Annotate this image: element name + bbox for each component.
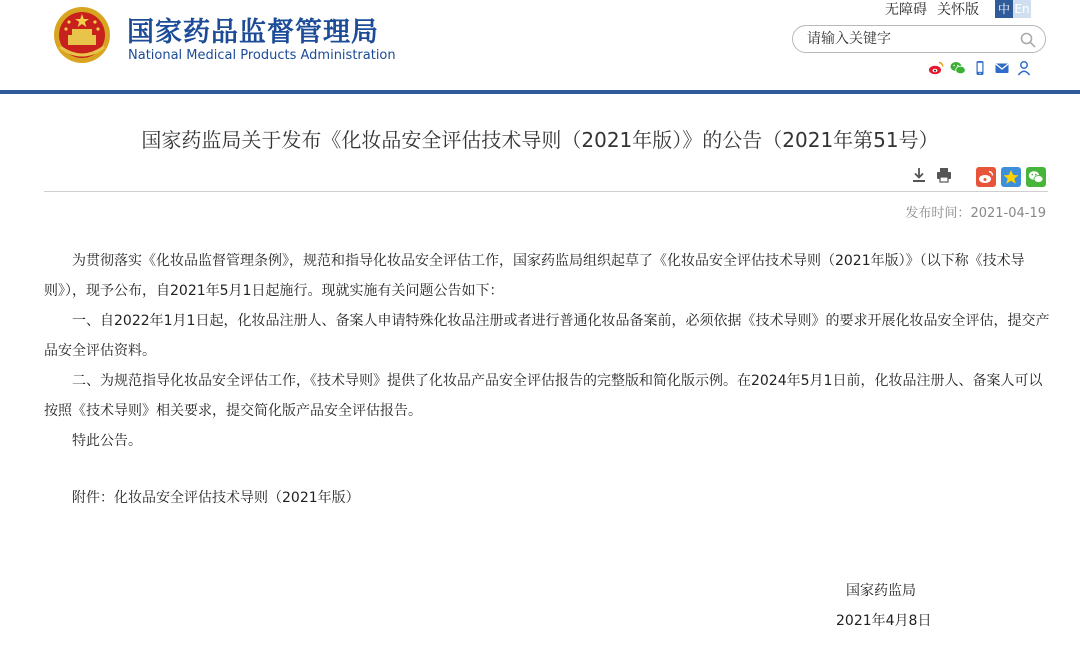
search-input[interactable] (807, 29, 1007, 49)
paragraph-closing: 特此公告。 (72, 433, 142, 449)
top-links (885, 0, 1031, 18)
signature-org: 国家药监局 (846, 583, 916, 599)
signature-date: 2021年4月8日 (836, 613, 932, 629)
accessibility-link[interactable]: 无障碍 (885, 2, 927, 18)
article-title: 国家药监局关于发布《化妆品安全评估技术导则（2021年版）》的公告（2021年第51号） (141, 128, 939, 152)
print-icon[interactable] (935, 166, 953, 184)
lang-en-button[interactable]: En (1014, 2, 1030, 16)
user-icon[interactable] (1016, 60, 1032, 76)
search-icon[interactable] (1019, 31, 1037, 49)
share-qzone-icon[interactable] (1001, 167, 1021, 187)
share-weibo-icon[interactable] (976, 167, 996, 187)
article-tools (910, 166, 960, 184)
social-links (928, 60, 1038, 76)
title-divider (44, 191, 1048, 192)
search-box (792, 25, 1046, 53)
share-buttons (976, 167, 1051, 187)
share-wechat-icon[interactable] (1026, 167, 1046, 187)
site-name-cn[interactable]: 国家药品监督管理局 (127, 17, 379, 48)
article-body (44, 246, 1050, 456)
national-emblem-icon (52, 5, 112, 65)
paragraph-intro: 为贯彻落实《化妆品监督管理条例》，规范和指导化妆品安全评估工作，国家药监局组织起草了《化妆品安全评估技术导则（2021年版）》（以下称《技术导则》），现予公布，自2021年5月1日起施行。现就实施有关问题公告如下： (44, 253, 1025, 299)
publish-date: 2021-04-19 (970, 206, 1046, 221)
publish-label: 发布时间： (905, 206, 971, 221)
mail-icon[interactable] (994, 60, 1010, 76)
site-header (0, 0, 1080, 92)
care-mode-link[interactable]: 关怀版 (937, 2, 979, 18)
language-switch (995, 0, 1031, 18)
attachment-link[interactable]: 附件：化妆品安全评估技术导则（2021年版） (72, 490, 360, 506)
weibo-icon[interactable] (928, 60, 944, 76)
wechat-icon[interactable] (950, 60, 966, 76)
mobile-icon[interactable] (972, 60, 988, 76)
download-icon[interactable] (910, 166, 928, 184)
header-divider (0, 90, 1080, 94)
publish-time (905, 202, 1046, 221)
paragraph-item-2: 二、为规范指导化妆品安全评估工作，《技术导则》提供了化妆品产品安全评估报告的完整版和简化版示例。在2024年5月1日前，化妆品注册人、备案人可以按照《技术导则》相关要求，提交简化版产品安全评估报告。 (44, 373, 1043, 419)
paragraph-item-1: 一、自2022年1月1日起，化妆品注册人、备案人申请特殊化妆品注册或者进行普通化妆品备案前，必须依据《技术导则》的要求开展化妆品安全评估，提交产品安全评估资料。 (44, 313, 1050, 359)
lang-cn-button[interactable]: 中 (995, 0, 1013, 18)
site-name-en[interactable]: National Medical Products Administration (128, 48, 396, 63)
